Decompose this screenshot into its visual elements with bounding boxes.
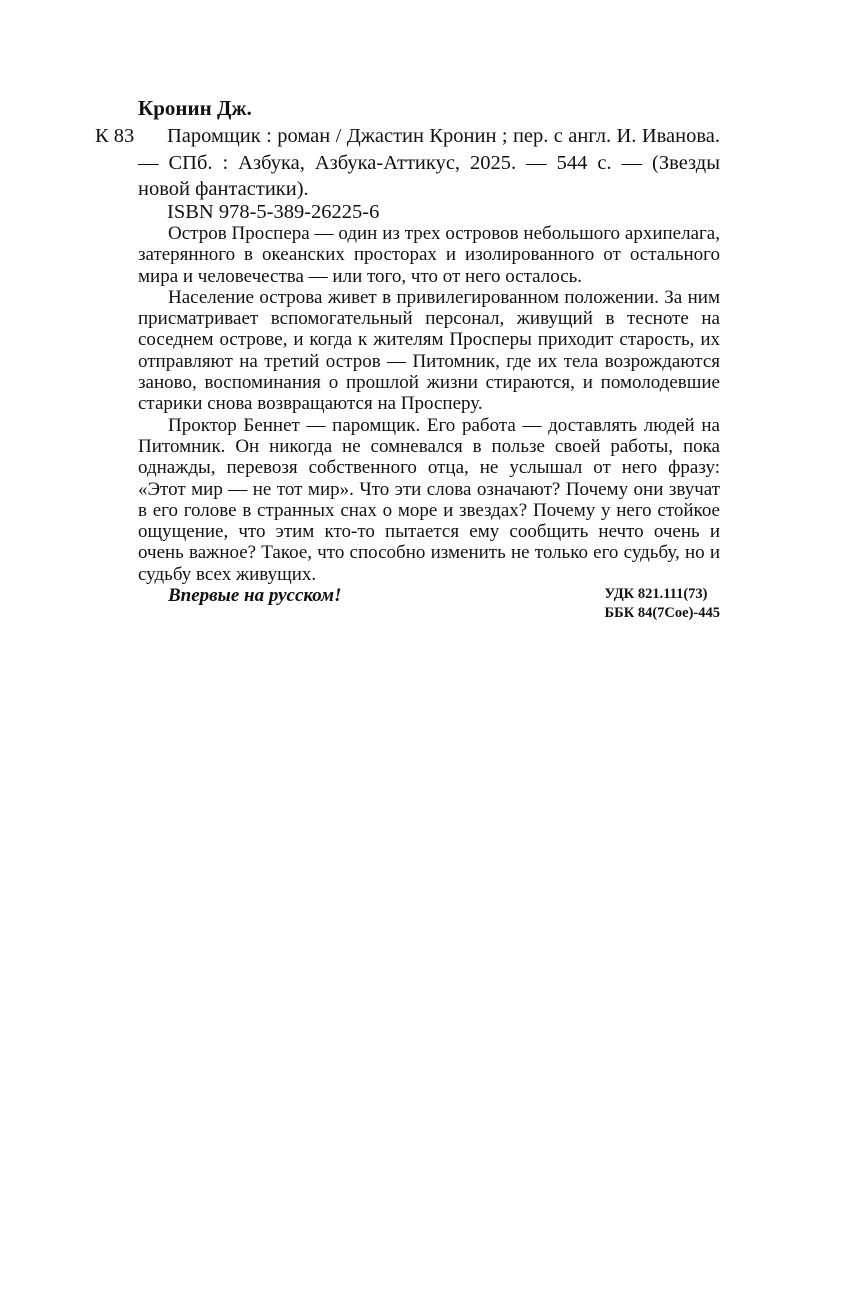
annotation	[138, 223, 720, 606]
classification-codes	[605, 585, 720, 623]
isbn: ISBN 978-5-389-26225-6	[167, 201, 380, 223]
author-heading: Кронин Дж.	[138, 96, 252, 120]
annotation-tagline: Впервые на русском!	[168, 585, 342, 607]
annotation-paragraph: Население острова живет в привилегированном положении. За ним присматривает вспомогательный персонал, живущий в тесноте на соседнем острове, и когда к жителям Просперы приходит старость, их отправляют на третий остров — Питомник, где их тела возрождаются заново, воспоминания о прошлой жизни стираются, и помолодевшие старики снова возвращаются на Просперу.	[138, 286, 720, 415]
udk-code: УДК 821.111(73)	[604, 586, 708, 602]
bibliographic-description: Паромщик : роман / Джастин Кронин ; пер. с англ. И. Иванова. — СПб. : Азбука, Азбука-Аттикус, 2025. — 544 с. — (Звезды новой фантастики).	[138, 125, 720, 200]
shelf-code: К 83	[95, 125, 135, 147]
annotation-paragraph: Остров Просперa — один из трех островов небольшого архипелага, затерянного в океанских просторах и изолированного от остального мира и человечества — или того, что от него осталось.	[138, 223, 720, 287]
bbk-code: ББК 84(7Сое)-445	[604, 605, 720, 621]
annotation-paragraph: Проктор Беннет — паромщик. Его работа — доставлять людей на Питомник. Он никогда не сомневался в пользе своей работы, пока однажды, перевозя собственного отца, не услышал от него фразу: «Этот мир — не тот мир». Что эти слова означают? Почему они звучат в его голове в странных снах о море и звездах? Почему у него стойкое ощущение, что этим кто-то пытается ему сообщить нечто очень и очень важное? Такое, что способно изменить не только его судьбу, но и судьбу всех живущих.	[138, 414, 720, 585]
